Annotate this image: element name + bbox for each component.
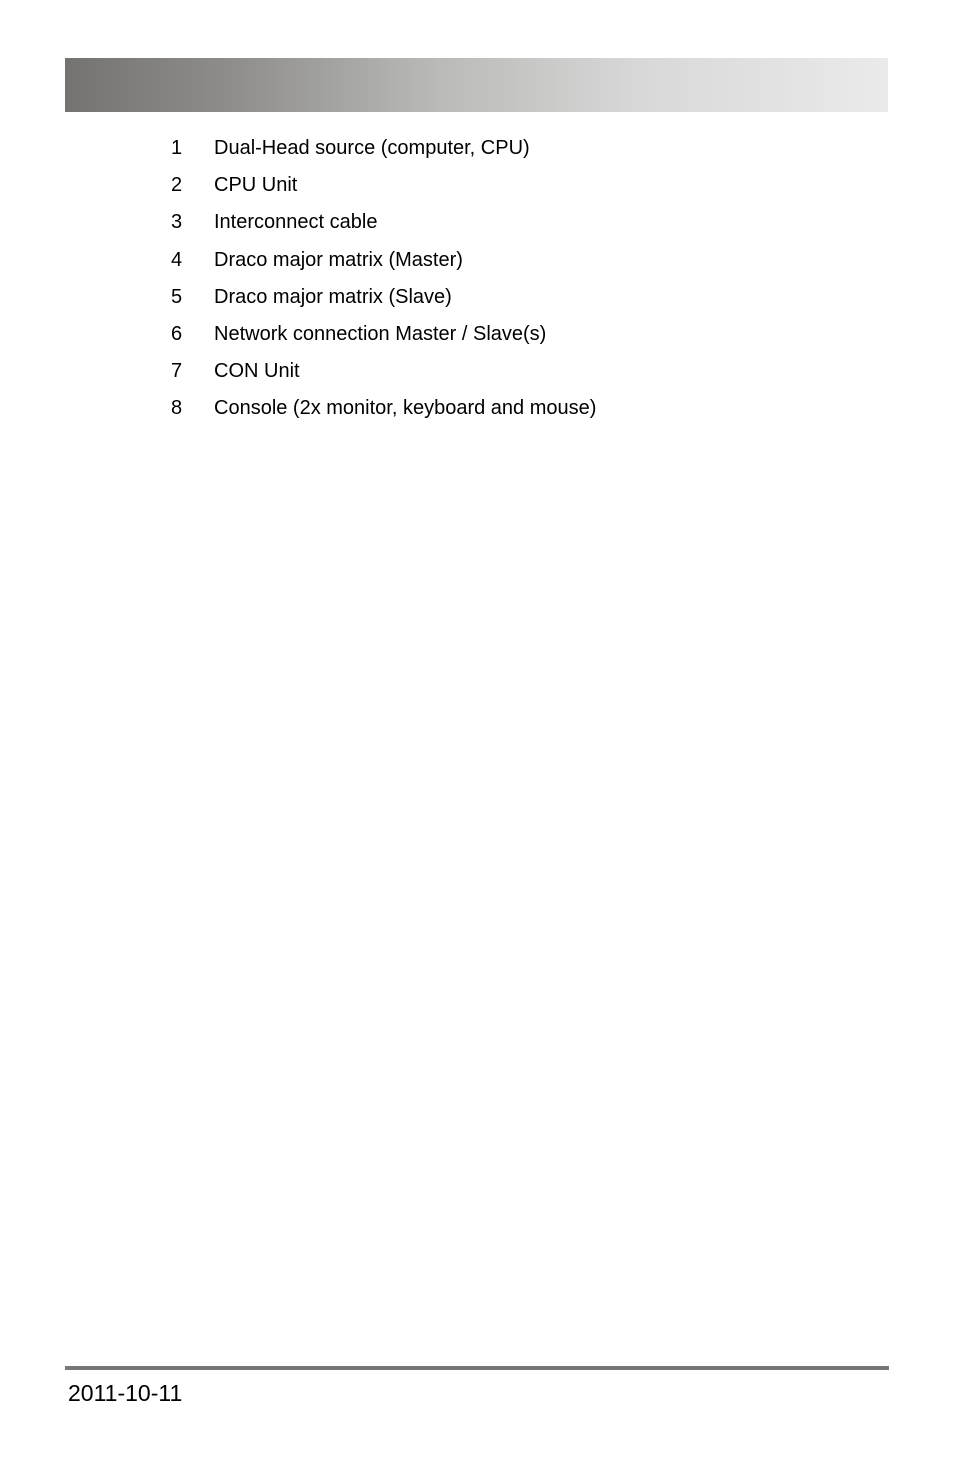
legend-number: 1 [171, 137, 183, 159]
legend-text: CPU Unit [214, 174, 298, 197]
legend-number: 3 [171, 211, 183, 234]
legend-number: 2 [171, 174, 183, 197]
list-item [0, 133, 954, 170]
list-item [0, 245, 954, 282]
list-item [0, 393, 954, 430]
legend-number: 6 [171, 322, 183, 345]
list-item [0, 319, 954, 356]
legend-text: Draco major matrix (Master) [214, 248, 463, 271]
legend-text: Network connection Master / Slave(s) [214, 322, 547, 345]
list-item [0, 356, 954, 393]
legend-text: Console (2x monitor, keyboard and mouse) [214, 397, 597, 420]
legend-number: 4 [171, 248, 183, 271]
list-item [0, 207, 954, 244]
legend-number: 5 [171, 285, 183, 308]
list-item [0, 170, 954, 207]
footer-divider [65, 1366, 889, 1370]
legend-text: CON Unit [214, 360, 300, 383]
legend-number: 8 [171, 397, 183, 420]
legend-text: Interconnect cable [214, 211, 378, 234]
legend-number: 7 [171, 360, 183, 383]
footer-date: 2011-10-11 [68, 1380, 183, 1406]
legend-list [0, 133, 954, 431]
legend-text: Draco major matrix (Slave) [214, 285, 452, 308]
list-item [0, 282, 954, 319]
header-band [65, 58, 888, 112]
legend-text: Dual-Head source (computer, CPU) [214, 137, 530, 159]
